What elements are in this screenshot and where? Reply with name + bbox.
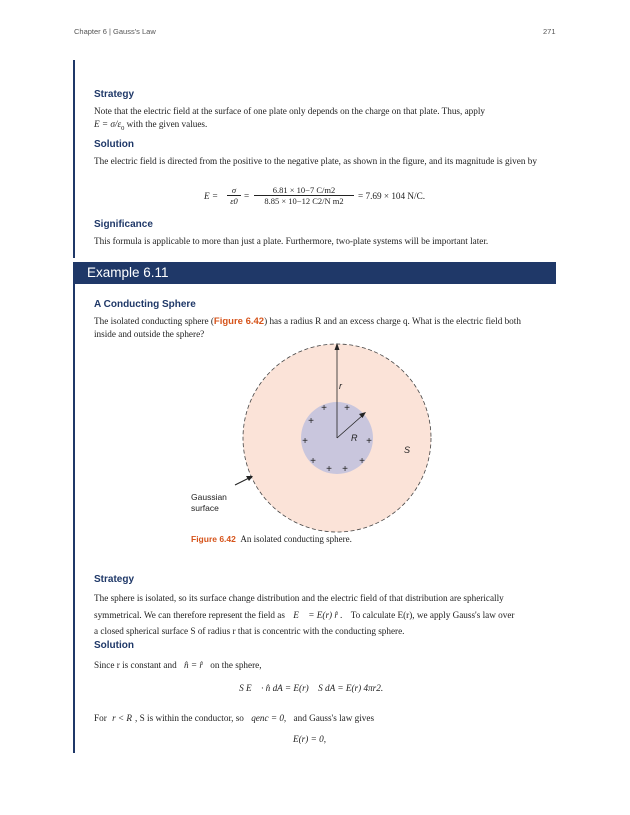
left-rule-top (73, 60, 75, 258)
charge-plus: + (344, 403, 350, 414)
figure-link[interactable]: Figure 6.42 (213, 316, 265, 327)
charge-plus: + (302, 436, 308, 447)
charge-plus: + (342, 464, 348, 475)
example-title: A Conducting Sphere (94, 299, 196, 310)
significance-text: This formula is applicable to more than just a plate. Furthermore, two-plate systems will be important later. (94, 236, 489, 246)
example-solution-heading: Solution (94, 640, 134, 651)
strategy-text: Note that the electric field at the surface of one plate only depends on the charge on that plate. Thus, apply $E = \sigma/\varepsilon_0$ with the given values. (94, 106, 486, 132)
charge-plus: + (321, 403, 327, 414)
solution-heading: Solution (94, 139, 134, 150)
strategy-heading: Strategy (94, 89, 135, 100)
figure-caption: Figure 6.42 An isolated conducting sphere. (191, 534, 352, 544)
label-gaussian: Gaussian (191, 492, 227, 502)
charge-plus: + (310, 456, 316, 467)
left-rule-bottom (73, 284, 75, 753)
label-R: R (351, 433, 358, 443)
label-r: r (339, 381, 342, 391)
example-banner: Example 6.11 (73, 262, 556, 284)
gauss-law-equation: ∮S E⃗ · n̂ dA = E(r) ∮S dA = E(r) 4πr2. (232, 683, 384, 693)
charge-plus: + (308, 416, 314, 427)
conducting-sphere-figure (185, 340, 445, 540)
charge-plus: + (366, 436, 372, 447)
running-header: Chapter 6 | Gauss's Law (74, 27, 156, 36)
solution-text: The electric field is directed from the positive to the negative plate, as shown in the figure, and its magnitude is given by (94, 156, 537, 166)
label-S: S (404, 445, 411, 455)
result-equation: E(r) = 0, (293, 734, 326, 744)
example-solution-text: Since r is constant and n̂ = r̂ on the sphere, (94, 660, 262, 670)
example-strategy-text: The sphere is isolated, so its surface change distribution and the electric field of that distribution are spherically symmetrical. We can therefore represent the field as E⃗ = E(r) r̂ . To calculate E(r), we apply Gauss's law over a closed spherical surface S of radius r that is concentric with the conducting sphere. (94, 593, 515, 636)
example-strategy-heading: Strategy (94, 574, 135, 585)
charge-plus: + (359, 456, 365, 467)
charge-plus: + (326, 464, 332, 475)
page-number: 271 (543, 27, 556, 36)
conductor-condition-text: For r < R , S is within the conductor, so qenc = 0, and Gauss's law gives (94, 713, 375, 723)
label-surface: surface (191, 503, 219, 513)
example-intro: The isolated conducting sphere (Figure 6.42) has a radius R and an excess charge q. What is the electric field both inside and outside the sphere? (94, 316, 521, 339)
significance-heading: Significance (94, 219, 153, 230)
